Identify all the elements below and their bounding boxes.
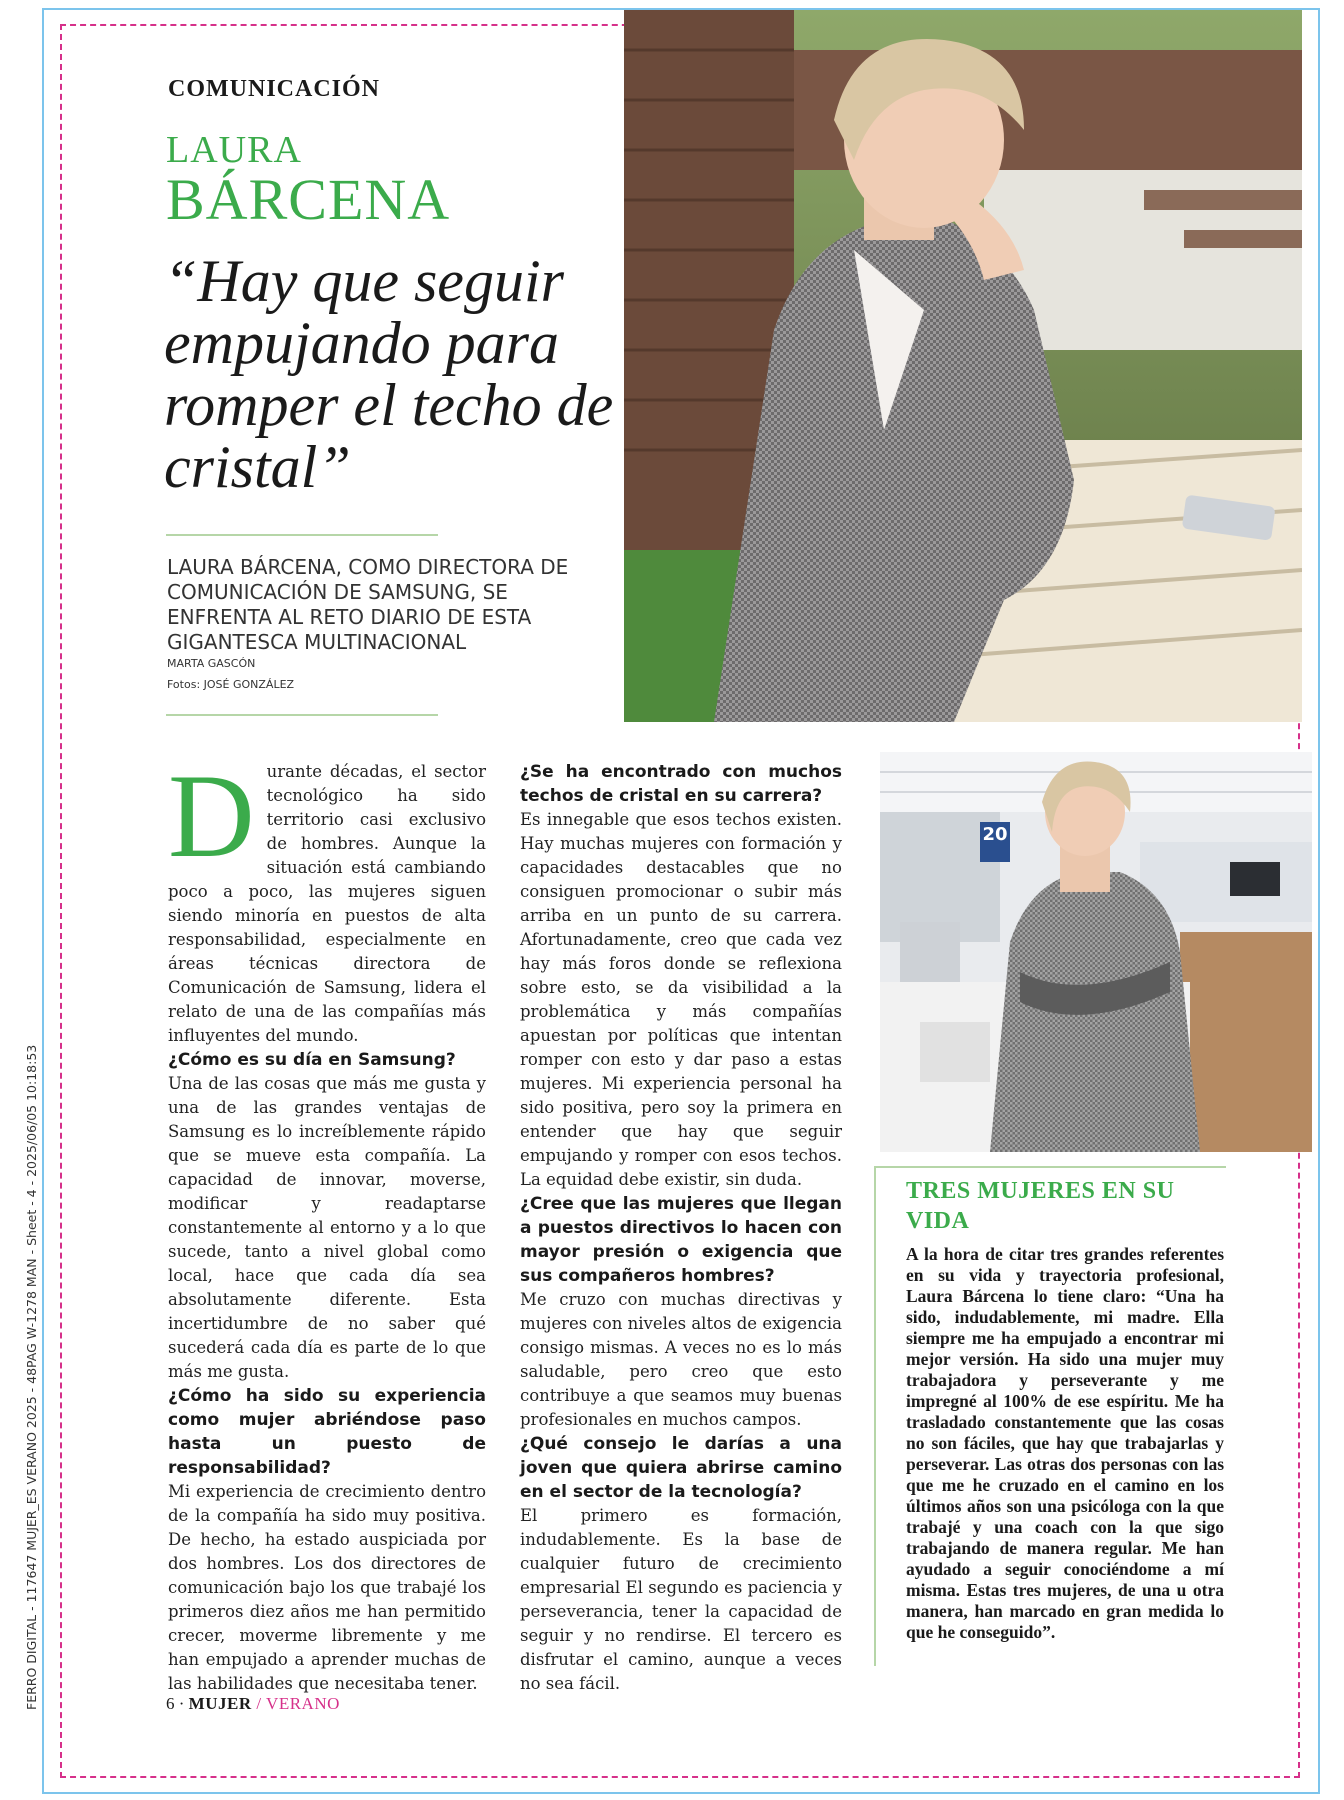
page-number: 6 xyxy=(166,1694,175,1713)
rule-bottom xyxy=(166,714,438,716)
interviewee-first-name: LAURA xyxy=(166,129,302,171)
answer-5: El primero es formación, indudablemente. Es la base de cualquier futuro de crecimiento empresarial El segundo es paciencia y perseverancia, tener la capacidad de seguir y no rendirse. El tercero es disfrutar el camino, aunque a veces no sea fácil. xyxy=(520,1506,842,1693)
sidebar-title: TRES MUJERES EN SU VIDA xyxy=(906,1178,1175,1234)
photo-credit: Fotos: JOSÉ GONZÁLEZ xyxy=(167,678,295,691)
print-slug: FERRO DIGITAL - 117647 MUJER_ES VERANO 2025 - 48PAG W-1278 MAN - Sheet - 4 - 2025/06/05 10:18:53 xyxy=(24,1044,39,1710)
intro-text: urante décadas, el sector tecnológico ha sido territorio casi exclusivo de hombres. Aunque la situación está cambiando poco a poco, las mujeres siguen siendo minoría en puestos de alta responsabilidad, especialmente en áreas técnicas directora de Comunicación de Samsung, lidera el relato de una de las compañías más influyentes del mundo. xyxy=(168,762,486,1045)
sidebar-text: A la hora de citar tres grandes referentes en su vida y trayectoria profesional, Laura Bárcena lo tiene claro: “Una ha sido, indudablemente, mi madre. Ella siempre me ha empujado a encontrar mi mejor versión. Ha sido una mujer muy trabajadora y perseverante y me impregné al 100% de ese espíritu. Me ha trasladado constantemente que las cosas no son fáciles, que hay que trabajarlas y perseverar. Las otras dos personas con las que me he cruzado en el camino en los últimos años son una psicóloga con la que trabajé y una coach con la que sigo trabajando de manera regular. Me han ayudado a seguir conociéndome a mí misma. Estas tres mujeres, de una u otra manera, han marcado en gran medida lo que he conseguido”. xyxy=(906,1244,1224,1642)
dropcap: D xyxy=(168,749,255,882)
article-column-2 xyxy=(520,760,842,1696)
question-4: ¿Cree que las mujeres que llegan a puestos directivos lo hacen con mayor presión o exigencia que sus compañeros hombres? xyxy=(520,1194,842,1286)
issue-season: VERANO xyxy=(266,1694,340,1713)
article-column-1 xyxy=(168,749,486,1696)
answer-1: Una de las cosas que más me gusta y una de las grandes ventajas de Samsung es lo increíblemente rápido que se mueve esta compañía. La capacidad de innovar, moverse, modificar y readaptarse constantemente al entorno y a lo que sucede, tanto a nivel global como local, hace que cada día sea absolutamente diferente. Esta incertidumbre de no saber qué sucederá cada día es parte de lo que más me gusta. xyxy=(168,1074,486,1381)
standfirst: LAURA BÁRCENA, COMO DIRECTORA DE COMUNICACIÓN DE SAMSUNG, SE ENFRENTA AL RETO DIARIO DE ESTA GIGANTESCA MULTINACIONAL xyxy=(167,555,569,654)
article-intro xyxy=(168,749,486,1048)
footer-separator: · xyxy=(174,1694,189,1713)
footer-slash: / xyxy=(251,1694,267,1713)
question-1: ¿Cómo es su día en Samsung? xyxy=(168,1050,456,1070)
question-3: ¿Se ha encontrado con muchos techos de cristal en su carrera? xyxy=(520,762,842,806)
question-5: ¿Qué consejo le darías a una joven que quiera abrirse camino en el sector de la tecnología? xyxy=(520,1434,842,1502)
page-footer xyxy=(166,1694,340,1714)
question-2: ¿Cómo ha sido su experiencia como mujer abriéndose paso hasta un puesto de responsabilidad? xyxy=(168,1386,486,1478)
answer-3: Es innegable que esos techos existen. Hay muchas mujeres con formación y capacidades destacables que no consiguen promocionar o subir más arriba en un punto de su carrera. Afortunadamente, creo que cada vez hay más foros donde se reflexiona sobre esto, se da visibilidad a la problemática y más compañías apuestan por políticas que intentan romper con esto y dar paso a estas mujeres. Mi experiencia personal ha sido positiva, pero soy la primera en entender que hay que seguir empujando y romper con esos techos. La equidad debe existir, sin duda. xyxy=(520,810,842,1189)
magazine-brand: MUJER xyxy=(188,1694,252,1713)
section-label: COMUNICACIÓN xyxy=(168,76,380,102)
portrait-photo xyxy=(624,10,1302,722)
answer-4: Me cruzo con muchas directivas y mujeres con niveles altos de exigencia consigo mismas. A veces no es lo más saludable, pero creo que esto contribuye a que seamos muy buenas profesionales en muchos campos. xyxy=(520,1290,842,1429)
rule-top xyxy=(166,534,438,536)
answer-2: Mi experiencia de crecimiento dentro de la compañía ha sido muy positiva. De hecho, ha estado auspiciada por dos hombres. Los dos directores de comunicación bajo los que trabajé los primeros diez años me han permitido crecer, moverme libremente y me han empujado a aprender muchas de las habilidades que necesitaba tener. xyxy=(168,1482,486,1693)
office-photo xyxy=(880,752,1312,1152)
author-byline: MARTA GASCÓN xyxy=(167,657,256,670)
office-sign-number: 20 xyxy=(982,824,1008,845)
headline-quote: “Hay que seguir empujando para romper el techo de cristal” xyxy=(164,248,614,500)
interviewee-last-name: BÁRCENA xyxy=(166,167,451,232)
